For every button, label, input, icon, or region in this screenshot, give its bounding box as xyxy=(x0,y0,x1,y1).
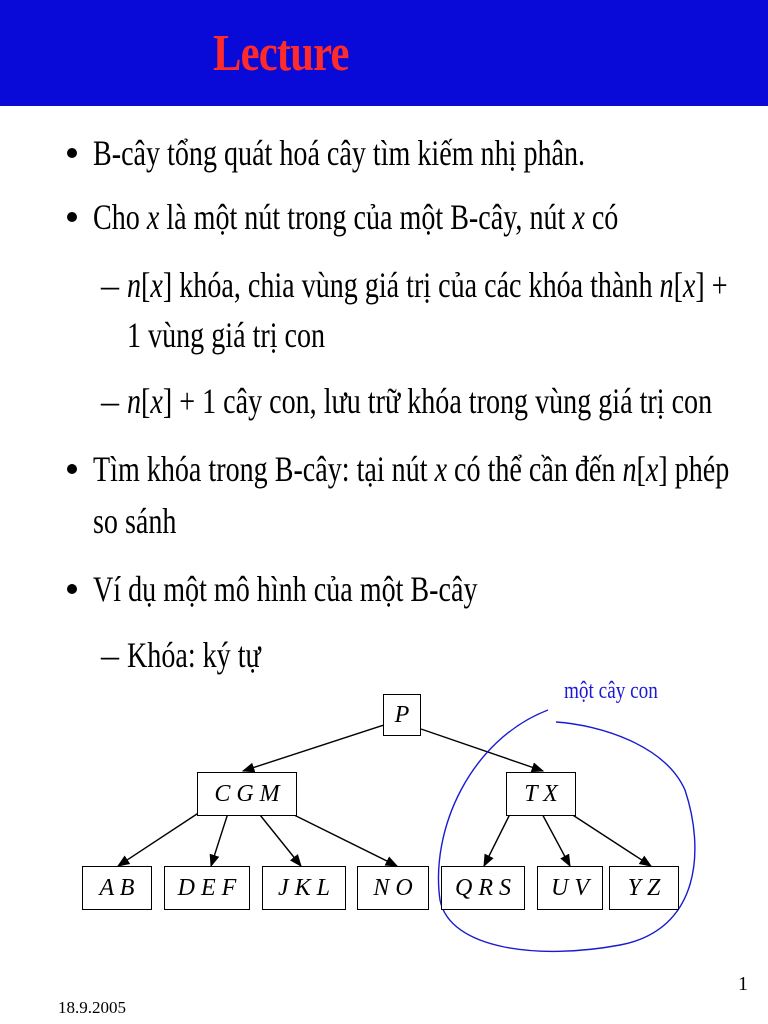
subtree-annotation-curve xyxy=(438,710,694,951)
tree-edge xyxy=(243,725,384,771)
sub-2-text: n[x] + 1 cây con, lưu trữ khóa trong vùng giá trị con xyxy=(127,381,713,421)
subtree-annotation-label: một cây con xyxy=(564,678,658,704)
tree-internal-node: T X xyxy=(506,772,576,816)
tree-edge xyxy=(256,810,301,866)
tree-root-node: P xyxy=(383,694,421,736)
sub-1-line-1: n[x] khóa, chia vùng giá trị của các khóa thành n[x] + xyxy=(127,265,728,305)
bullet-3-line-2: so sánh xyxy=(93,501,177,541)
tree-leaf-node: U V xyxy=(537,866,603,910)
sub-1-line-2: 1 vùng giá trị con xyxy=(127,315,326,355)
tree-edge xyxy=(118,810,203,866)
tree-leaf-node: A B xyxy=(82,866,152,910)
tree-leaf-node: D E F xyxy=(164,866,250,910)
tree-leaf-node: Q R S xyxy=(441,866,525,910)
footer-date: 18.9.2005 xyxy=(58,998,126,1017)
sub-3-text: Khóa: ký tự xyxy=(127,635,261,675)
bullet-4-text: Ví dụ một mô hình của một B-cây xyxy=(93,569,478,609)
sub-dash: – xyxy=(101,265,119,305)
tree-edge xyxy=(284,810,397,866)
slide-title: Lecture xyxy=(213,25,349,82)
bullet-3-line-1: Tìm khóa trong B-cây: tại nút x có thể cần đến n[x] phép xyxy=(93,449,730,489)
tree-leaf-node: J K L xyxy=(262,866,346,910)
tree-edge xyxy=(484,810,512,866)
tree-edge xyxy=(211,810,229,866)
tree-edge xyxy=(540,810,570,866)
tree-leaf-node: N O xyxy=(357,866,429,910)
bullet-1-text: B-cây tổng quát hoá cây tìm kiếm nhị phân. xyxy=(93,133,586,173)
tree-leaf-node: Y Z xyxy=(609,866,679,910)
sub-dash: – xyxy=(101,635,119,675)
page-number: 1 xyxy=(738,973,748,995)
bullet-2-text: Cho x là một nút trong của một B-cây, nút x có xyxy=(93,197,619,237)
sub-dash: – xyxy=(101,381,119,421)
tree-internal-node: C G M xyxy=(197,772,297,816)
tree-edge xyxy=(565,810,651,866)
tree-edge xyxy=(421,729,543,771)
